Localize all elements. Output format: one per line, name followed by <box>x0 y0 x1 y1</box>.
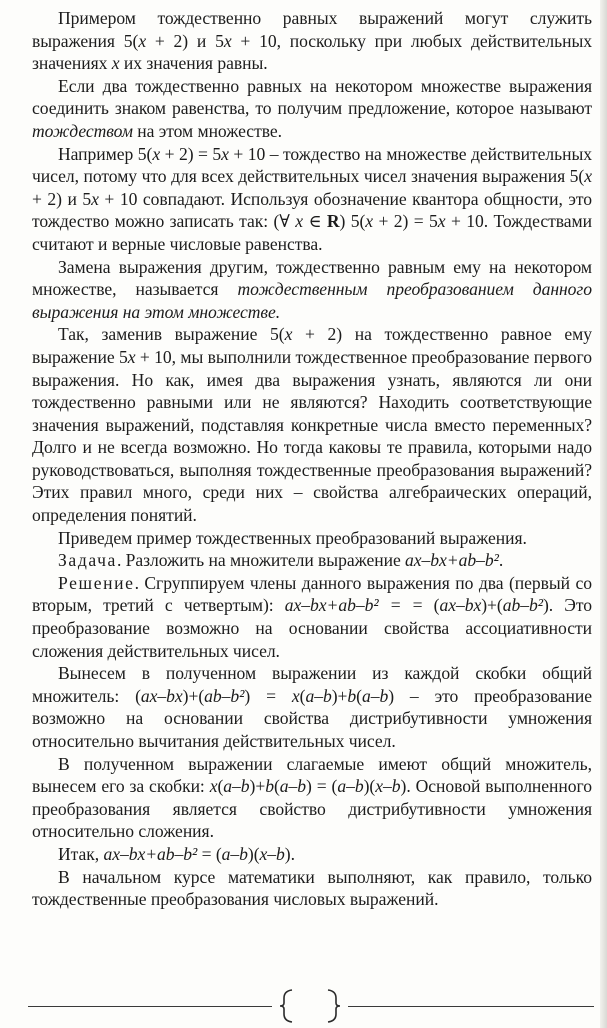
italic-term: b <box>265 776 274 797</box>
text-run: Если два тождественно равных на некотором множестве выражения соединить знаком равенства, то получим предложение, которое называют <box>32 75 592 119</box>
text-run: )+( <box>481 595 503 616</box>
text-run: )+ <box>249 776 266 797</box>
text-run: ) 5( <box>339 211 366 232</box>
text-run: . Разложить на множители выражение <box>116 550 406 571</box>
paragraph <box>32 662 592 752</box>
page-text <box>32 7 592 911</box>
text-run: В начальном курсе математики выполняют, как правило, только тождественные преобразования числовых выражений. <box>32 866 592 910</box>
paragraph <box>32 7 592 75</box>
text-run: ). Это преобразование возможно на основании свойства ассоциативности сложения действительных чисел. <box>32 595 592 661</box>
footer-rule-right <box>348 1006 594 1007</box>
text-run: ( <box>299 685 306 706</box>
text-run: . <box>498 550 504 571</box>
italic-term: x <box>138 30 147 51</box>
paragraph <box>32 549 592 572</box>
italic-term: тождественным преобразованием данного выражения на этом множестве. <box>32 279 592 322</box>
text-run: ( <box>356 685 362 706</box>
italic-term: b <box>347 685 357 706</box>
italic-term: ax–bx+ab–b² = <box>284 595 402 616</box>
text-run: . Сгруппируем члены данного выражения по два (первый со вторым, третий с четвертым): <box>32 572 592 616</box>
text-run: ). Основой выполненного преобразования является свойство дистрибутивности умножения относительно сложения. <box>32 776 593 842</box>
text-run: ) – это преобразование возможно на основании свойства дистрибутивности умножения относительно вычитания действительных чисел. <box>32 685 592 751</box>
italic-term: x <box>437 211 446 232</box>
italic-term: x <box>111 53 120 74</box>
italic-term: a–b <box>279 776 307 797</box>
text-run: Например 5( <box>58 143 153 164</box>
text-run: )( <box>363 776 376 797</box>
bold-symbol: R <box>326 211 340 232</box>
italic-term: x <box>223 30 232 51</box>
text-run: )+( <box>182 685 205 706</box>
italic-term: x–b <box>259 843 285 864</box>
italic-term: x <box>91 188 99 209</box>
text-run: + 2) на тождественно равное ему выражение 5 <box>32 324 592 367</box>
text-run: их значения равны. <box>119 53 268 74</box>
italic-term: a–b <box>223 776 250 797</box>
paragraph <box>32 143 592 256</box>
text-run: на этом множестве. <box>132 120 282 141</box>
paragraph <box>32 572 592 662</box>
text-run: )+ <box>331 685 348 706</box>
italic-term: x <box>209 776 218 797</box>
spaced-heading: Решение <box>58 572 135 593</box>
italic-term: ab–b² <box>204 685 245 706</box>
text-run: ) = ( <box>306 776 338 797</box>
paragraph <box>32 753 592 843</box>
text-run: ( <box>217 776 224 797</box>
text-run: + 2) = 5 <box>373 211 438 232</box>
text-run: ) = <box>244 685 292 706</box>
text-run: + 2) и 5 <box>32 188 92 209</box>
paragraph <box>32 75 592 143</box>
text-run: В полученном выражении слагаемые имеют общий множитель, вынесем его за скобки: <box>32 753 592 797</box>
italic-term: x <box>284 324 293 345</box>
text-run: )( <box>247 843 260 864</box>
text-run: + 10 совпадают. Используя обозначение квантора общности, это тождество можно записать так: (∀ <box>32 188 592 232</box>
paragraph <box>32 866 592 911</box>
text-run: + 10 – тождество на множестве действительных чисел, потому что для всех действительных чисел значения выражения 5( <box>32 143 592 187</box>
italic-term: x <box>584 166 592 187</box>
italic-term: тождеством <box>32 120 133 141</box>
italic-term: a–b <box>305 685 332 706</box>
text-run: + 2) = 5 <box>160 143 222 164</box>
paragraph <box>32 843 592 866</box>
text-run: Приведем пример тождественных преобразований выражения. <box>58 527 527 548</box>
paragraph <box>32 527 592 550</box>
italic-term: x <box>221 143 229 164</box>
footer-rule-left <box>28 1006 272 1007</box>
italic-term: x–b <box>375 776 401 797</box>
text-run: = ( <box>401 595 440 616</box>
italic-term: a–b <box>221 843 248 864</box>
italic-term: ax–bx+ab–b² <box>405 550 499 571</box>
italic-term: a–b <box>337 776 364 797</box>
page-edge-shadow <box>600 0 607 1028</box>
text-run: Замена выражения другим, тождественно равным ему на некотором множестве, называется <box>32 256 592 300</box>
text-run: ∈ <box>303 211 327 232</box>
italic-term: x <box>365 211 374 232</box>
text-run: = ( <box>201 843 222 864</box>
text-run: Итак, <box>58 843 104 864</box>
text-run: Примером тождественно равных выражений могут служить выражения 5( <box>32 8 592 51</box>
text-run: + 10, поскольку при любых действительных значениях <box>32 30 592 74</box>
text-run: + 10. Тождествами считают и верные числовые равенства. <box>32 211 593 254</box>
text-run: + 10, мы выполнили тождественное преобразование первого выражения. Но как, имея два выражения узнать, являются ли они тождественно равными или не являются? Находить соответствующие значения выражений, подставляя конкретные числа вместо переменных? Долго и не всегда возможно. Но тогда каковы те правила, которыми надо руководствоваться, выполняя тождественные преобразования выражений? Этих правил много, среди них – свойства алгебраических операций, определения понятий. <box>32 346 592 526</box>
italic-term: ax–bx <box>140 685 183 706</box>
paragraph <box>32 256 592 324</box>
italic-term: x <box>152 143 161 164</box>
italic-term: a–b <box>361 685 389 706</box>
italic-term: x <box>291 685 300 706</box>
spaced-heading: Задача <box>58 550 117 571</box>
italic-term: ax–bx+ab–b² <box>103 843 202 864</box>
text-run: ). <box>284 843 295 864</box>
text-run: ( <box>273 776 280 797</box>
text-run: Так, заменив выражение 5( <box>58 324 285 345</box>
text-run: + 2) и 5 <box>146 30 224 51</box>
page-number-brackets <box>272 988 348 1024</box>
italic-term: x <box>295 211 304 232</box>
italic-term: ax–bx <box>439 595 482 616</box>
italic-term: x <box>127 346 136 367</box>
text-run: Вынесем в полученном выражении из каждой скобки общий множитель: ( <box>32 663 592 706</box>
italic-term: ab–b² <box>502 595 543 616</box>
paragraph <box>32 323 592 526</box>
